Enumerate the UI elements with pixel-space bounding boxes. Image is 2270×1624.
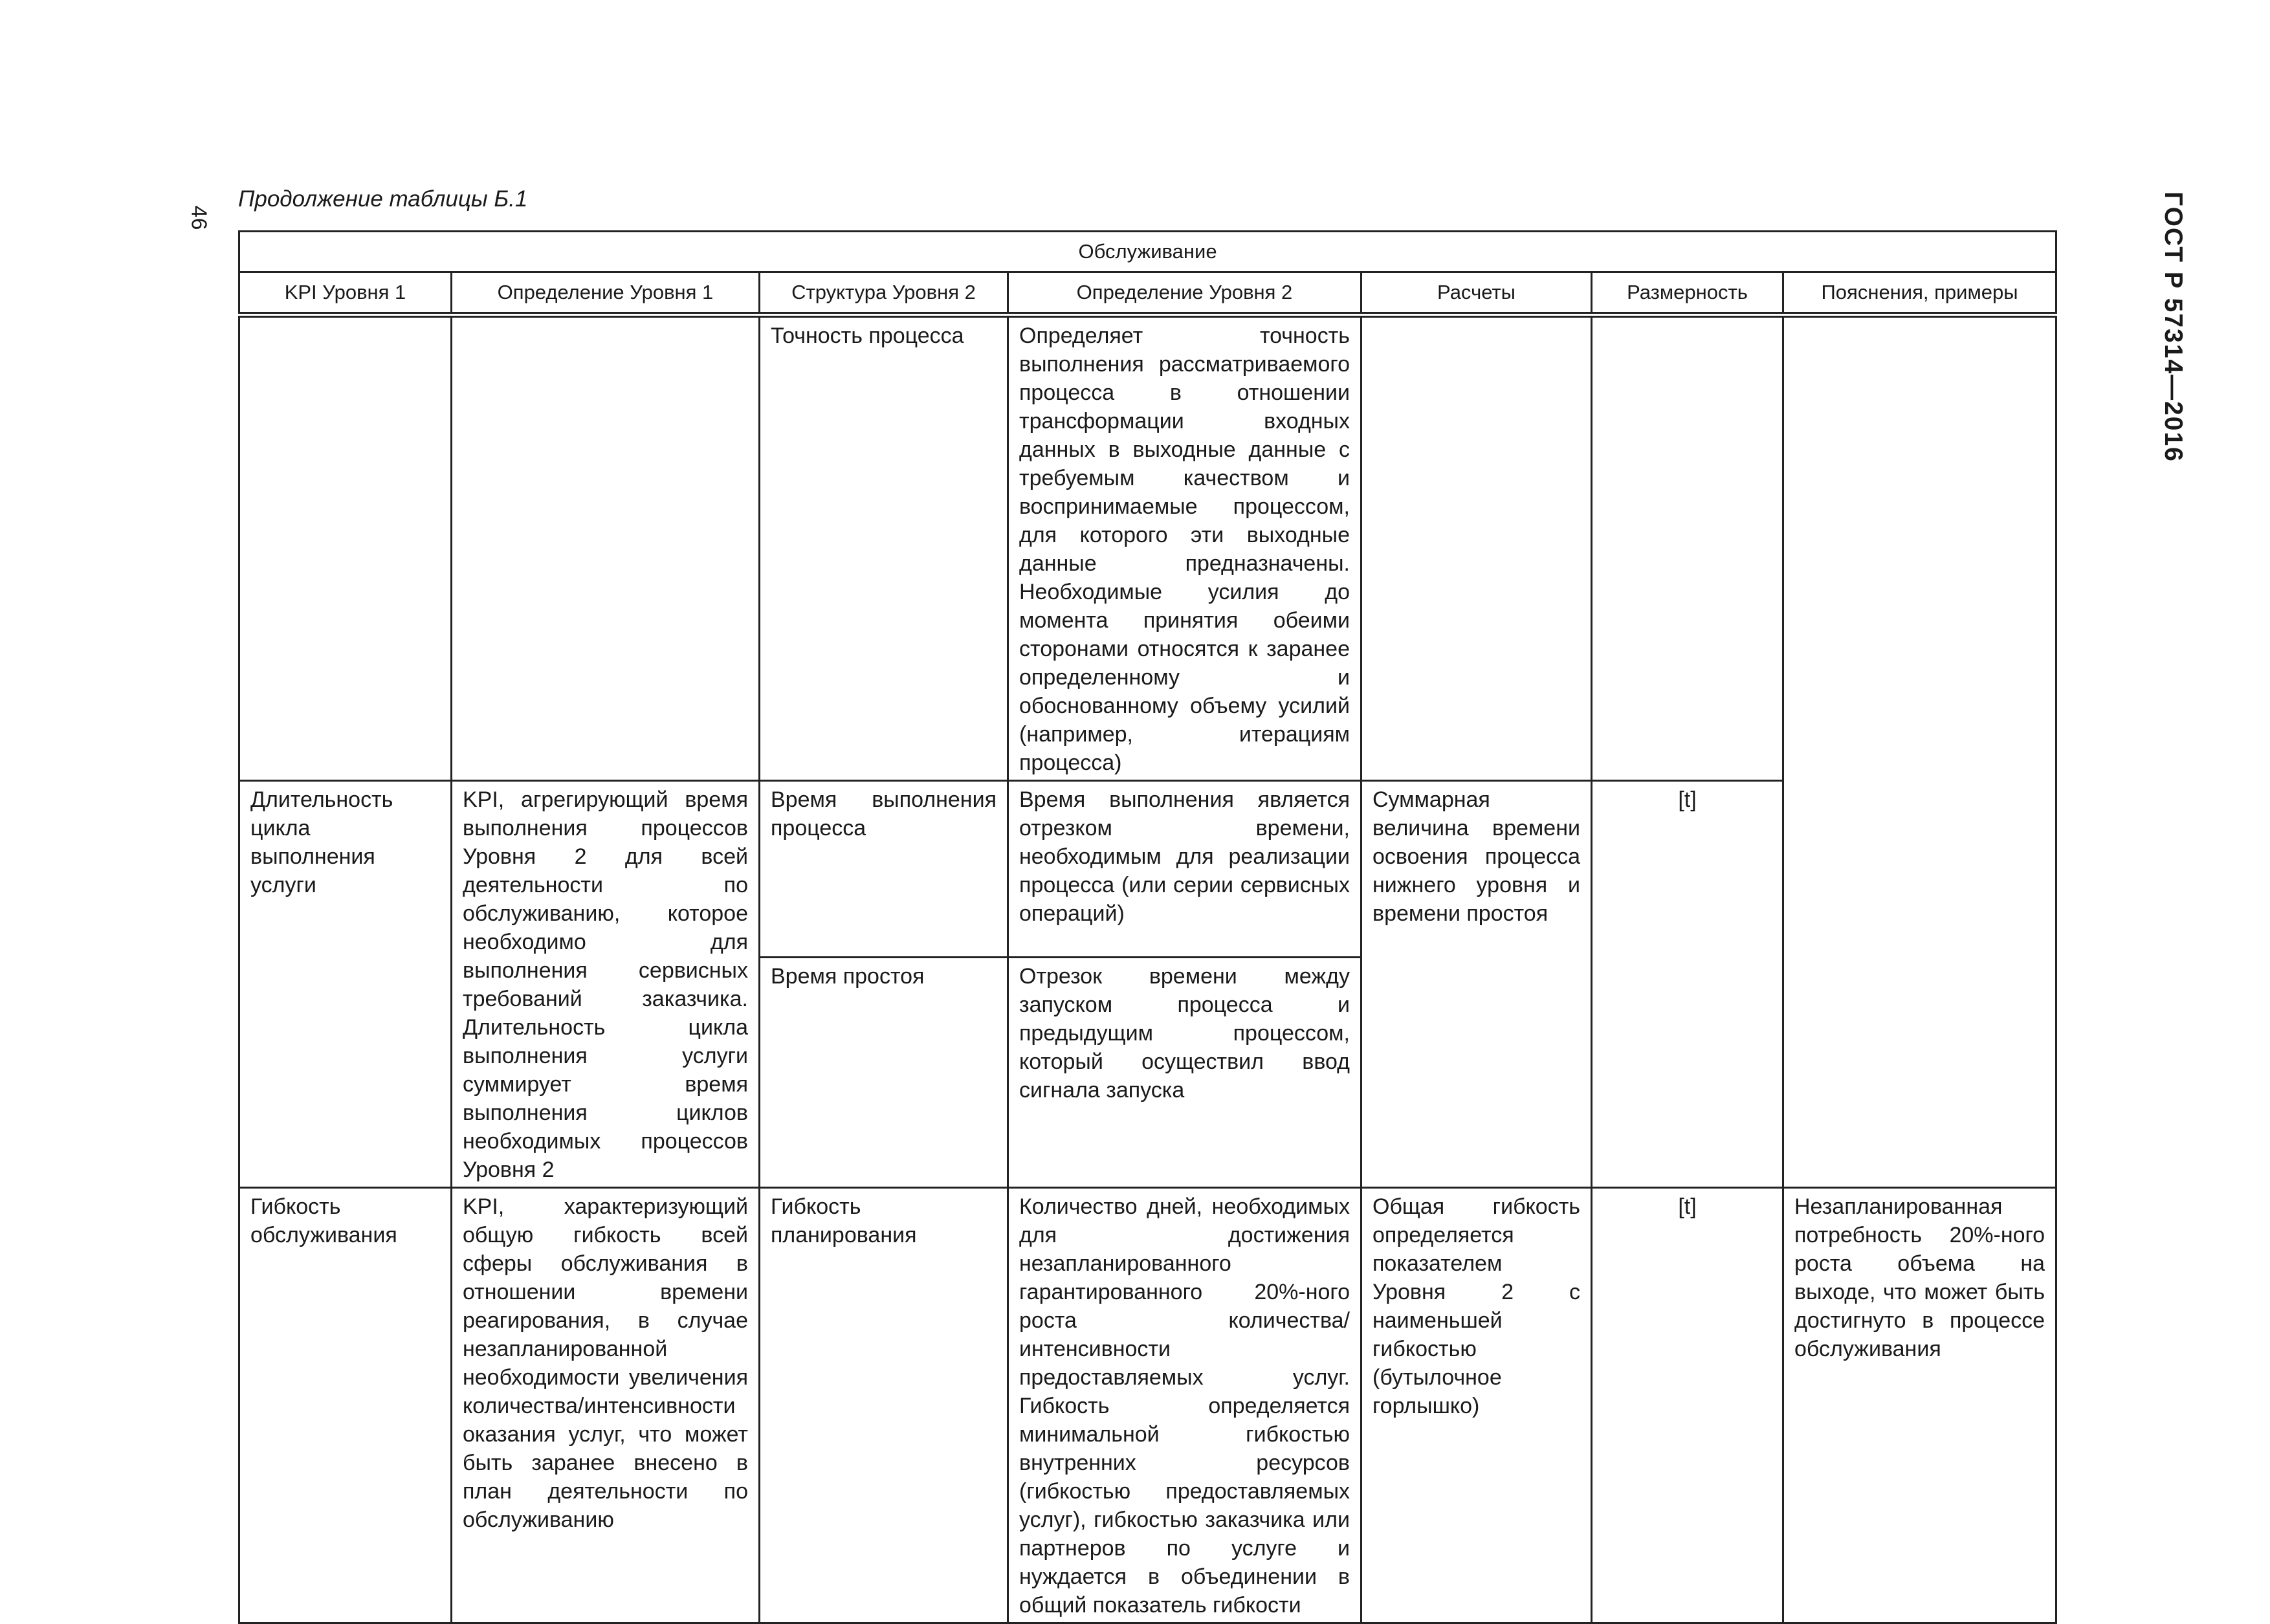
column-header: Структура Уровня 2	[760, 272, 1008, 315]
column-header: Расчеты	[1361, 272, 1592, 315]
column-header: Пояснения, примеры	[1783, 272, 2056, 315]
table-cell	[452, 315, 760, 781]
column-header: Определение Уровня 2	[1008, 272, 1361, 315]
column-header: KPI Уровня 1	[239, 272, 452, 315]
table-cell: Время выполнения является отрезком времени, необходимым для реализации процесса (или серии сервисных операций)	[1008, 781, 1361, 958]
table-cell: Определяет точность выполнения рассматриваемого процесса в отношении трансформации входных данных в выходные данные с требуемым качеством и воспринимаемые процессом, для которого эти выходные данные предназначены. Необходимые усилия до момента принятия обеими сторонами относятся к заранее определенному и обоснованному объему усилий (например, итерациям процесса)	[1008, 315, 1361, 781]
table-cell: Общая гибкость определяется показателем Уровня 2 с наименьшей гибкостью (бутылочное горлышко)	[1361, 1188, 1592, 1623]
table-cell: Гибкость планирования	[760, 1188, 1008, 1623]
table-row	[239, 1188, 2056, 1623]
section-title: Обслуживание	[239, 232, 2056, 272]
table-caption: Продолжение таблицы Б.1	[238, 186, 528, 212]
page-number: 46	[187, 205, 212, 231]
column-header: Размерность	[1592, 272, 1783, 315]
column-header: Определение Уровня 1	[452, 272, 760, 315]
table-cell: KPI, характеризующий общую гибкость всей сферы обслуживания в отношении времени реагирования, в случае незапланированной необходимости увеличения количества/интенсивности оказания услуг, что может быть заранее внесено в план деятельности по обслуживанию	[452, 1188, 760, 1623]
table-cell: Количество дней, необходимых для достижения незапланированного гарантированного 20%-ного роста количества/интенсивности предоставляемых услуг. Гибкость определяется минимальной гибкостью внутренних ресурсов (гибкостью предоставляемых услуг), гибкостью заказчика или партнеров по услуге и нуждается в объединении в общий показатель гибкости	[1008, 1188, 1361, 1623]
table-cell: Длительность цикла выполнения услуги	[239, 781, 452, 1188]
table-cell: Незапланированная потребность 20%-ного роста объема на выходе, что может быть достигнуто в процессе обслуживания	[1783, 1188, 2056, 1623]
table-cell: KPI, агрегирующий время выполнения процессов Уровня 2 для всей деятельности по обслуживанию, которое необходимо для выполнения сервисных требований заказчика. Длительность цикла выполнения услуги суммирует время выполнения циклов необходимых процессов Уровня 2	[452, 781, 760, 1188]
table-cell: Точность процесса	[760, 315, 1008, 781]
table-cell: Суммарная величина времени освоения процесса нижнего уровня и времени простоя	[1361, 781, 1592, 1188]
document-code: ГОСТ Р 57314—2016	[2159, 192, 2187, 463]
table-cell	[239, 315, 452, 781]
table-cell: Гибкость обслуживания	[239, 1188, 452, 1623]
table-cell: [t]	[1592, 1188, 1783, 1623]
table-cell: Время выполнения процесса	[760, 781, 1008, 958]
table-cell	[1783, 315, 2056, 1188]
table-cell	[1361, 315, 1592, 781]
table-cell	[1592, 315, 1783, 781]
table-cell: [t]	[1592, 781, 1783, 1188]
table-cell: Отрезок времени между запуском процесса и предыдущим процессом, который осуществил ввод сигнала запуска	[1008, 957, 1361, 1187]
table-cell: Время простоя	[760, 957, 1008, 1187]
kpi-table	[238, 230, 2057, 1624]
table-row	[239, 315, 2056, 781]
